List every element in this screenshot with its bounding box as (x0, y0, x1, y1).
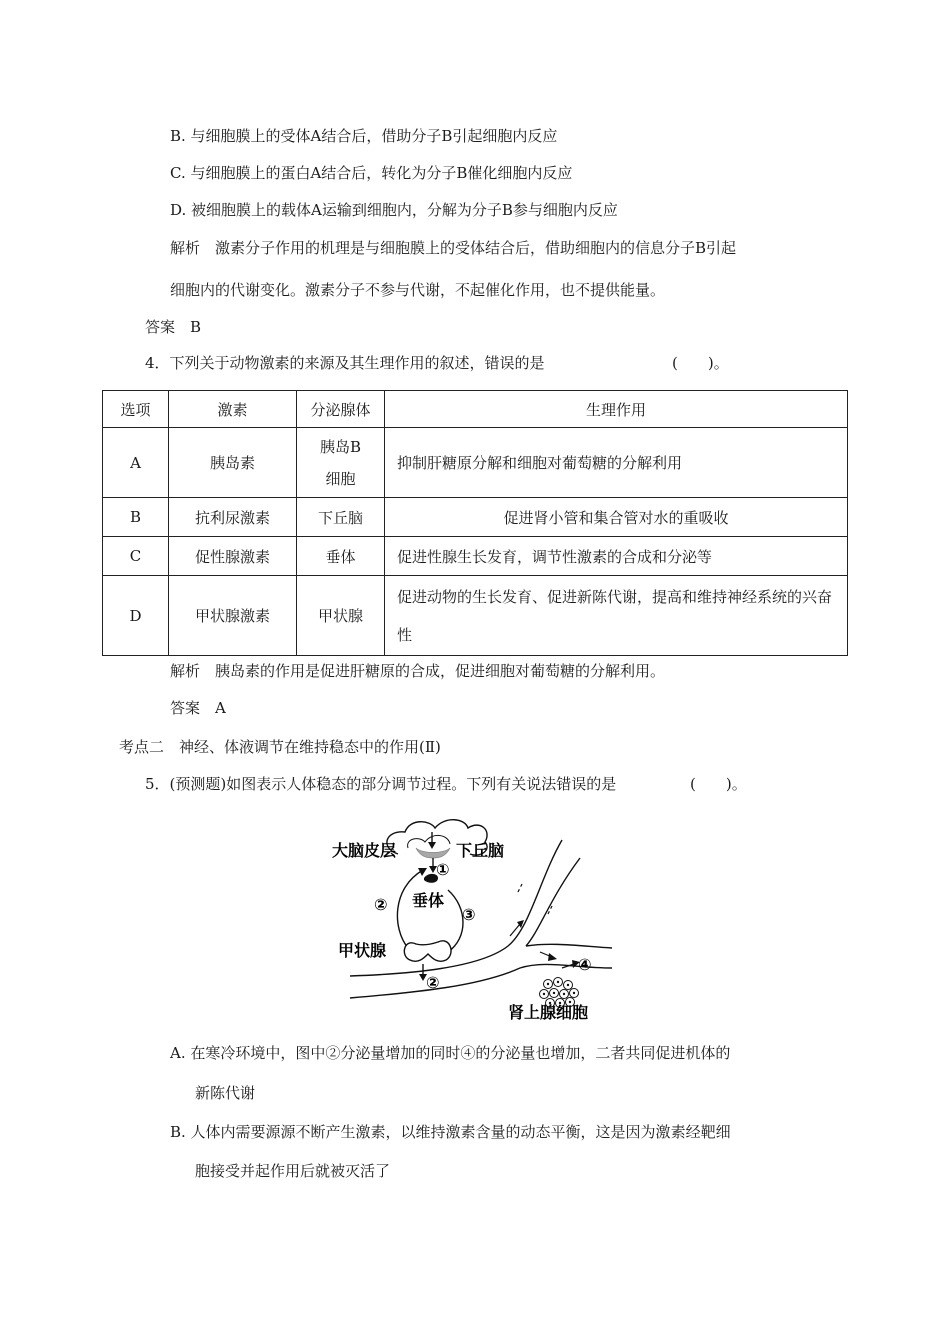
table-row (103, 576, 848, 656)
label-pituitary: 垂体 (412, 891, 445, 910)
cortex-arrow-head (428, 842, 436, 849)
question-4: 4．下列关于动物激素的来源及其生理作用的叙述，错误的是 (145, 354, 545, 372)
analysis-3-line-2: 细胞内的代谢变化。激素分子不参与代谢，不起催化作用，也不提供能量。 (170, 281, 666, 299)
row-b-gland: 下丘脑 (297, 498, 385, 537)
row-b-option: B (103, 498, 169, 537)
table-row (103, 428, 848, 498)
thyroid-shape (404, 941, 451, 962)
label-thyroid: 甲状腺 (338, 941, 387, 960)
row-d-hormone: 甲状腺激素 (169, 576, 297, 656)
question-5-option-a-line-1: A. 在寒冷环境中，图中②分泌量增加的同时④的分泌量也增加，二者共同促进机体的 (170, 1044, 731, 1062)
label-adrenal: 肾上腺细胞 (508, 1003, 589, 1022)
header-hormone: 激素 (169, 391, 297, 428)
section-2-title: 考点二 神经、体液调节在维持稳态中的作用(Ⅱ) (119, 738, 441, 756)
row-a-gland-2: 细胞 (325, 469, 356, 488)
row-c-option: C (103, 537, 169, 576)
row-d-gland: 甲状腺 (297, 576, 385, 656)
row-d-option: D (103, 576, 169, 656)
row-c-hormone: 促性腺激素 (169, 537, 297, 576)
option-c-line: C. 与细胞膜上的蛋白A结合后，转化为分子B催化细胞内反应 (170, 164, 573, 182)
header-gland: 分泌腺体 (297, 391, 385, 428)
question-5-option-a-line-2: 新陈代谢 (195, 1084, 256, 1102)
hypothalamus-shape (416, 848, 450, 858)
answer-4: 答案 A (170, 699, 226, 717)
row-a-effect: 抑制肝糖原分解和细胞对葡萄糖的分解利用 (385, 428, 848, 498)
regulation-diagram (330, 818, 620, 1026)
answer-3: 答案 B (145, 318, 202, 336)
header-effect: 生理作用 (385, 391, 848, 428)
question-4-table (102, 390, 848, 656)
row-a-hormone: 胰岛素 (169, 428, 297, 498)
option-b-line: B. 与细胞膜上的受体A结合后，借助分子B引起细胞内反应 (170, 127, 558, 145)
question-5-option-b-line-1: B. 人体内需要源源不断产生激素，以维持激素含量的动态平衡，这是因为激素经靶细 (170, 1123, 731, 1141)
row-b-hormone: 抗利尿激素 (169, 498, 297, 537)
marker-4: ④ (578, 955, 592, 974)
question-5-option-b-line-2: 胞接受并起作用后就被灭活了 (195, 1162, 391, 1180)
row-b-effect: 促进肾小管和集合管对水的重吸收 (385, 498, 848, 537)
vessel-arrow-2-head (548, 953, 557, 961)
row-c-gland: 垂体 (297, 537, 385, 576)
marker-2-lower: ② (426, 973, 440, 992)
row-a-gland-1: 胰岛B (319, 437, 362, 456)
marker-2-upper: ② (374, 895, 388, 914)
table-row (103, 498, 848, 537)
label-hypothalamus: 下丘脑 (456, 841, 505, 860)
cortex-inner-fold (408, 835, 450, 848)
option-d-line: D. 被细胞膜上的载体A运输到细胞内，分解为分子B参与细胞内反应 (170, 201, 618, 219)
header-option: 选项 (103, 391, 169, 428)
row-d-effect: 促进动物的生长发育、促进新陈代谢，提高和维持神经系统的兴奋性 (385, 576, 848, 656)
vessel-branch-lower (526, 944, 612, 948)
question-5-blank: ( )。 (690, 775, 747, 793)
table-header-row (103, 391, 848, 428)
analysis-4: 解析 胰岛素的作用是促进肝糖原的合成，促进细胞对葡萄糖的分解利用。 (170, 662, 666, 680)
analysis-3-line-1: 解析 激素分子作用的机理是与细胞膜上的受体结合后，借助细胞内的信息分子B引起 (170, 239, 737, 257)
row-c-effect: 促进性腺生长发育，调节性激素的合成和分泌等 (385, 537, 848, 576)
table-row (103, 537, 848, 576)
marker-3: ③ (462, 905, 476, 924)
marker-1: ① (436, 860, 450, 879)
label-cortex: 大脑皮层 (332, 841, 397, 860)
row-a-option: A (103, 428, 169, 498)
question-4-blank: ( )。 (672, 354, 729, 372)
row-a-gland (297, 428, 385, 498)
question-5: 5．(预测题)如图表示人体稳态的部分调节过程。下列有关说法错误的是 (145, 775, 617, 793)
